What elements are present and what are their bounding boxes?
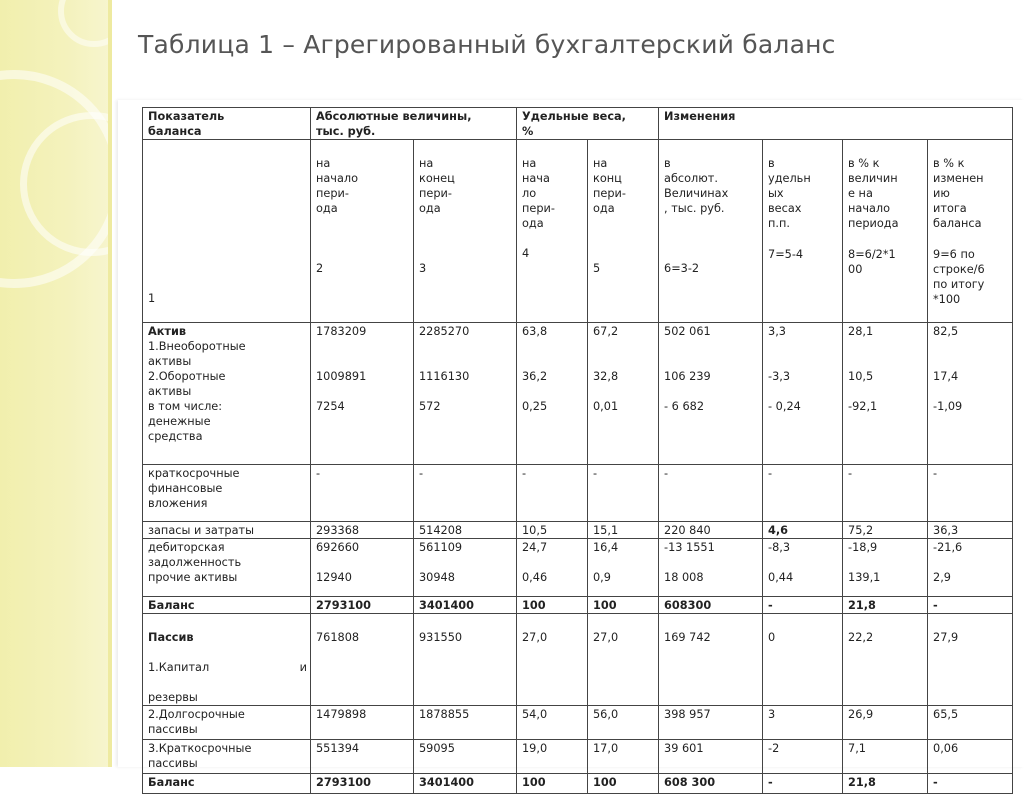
column-number: 6=3-2 — [664, 262, 700, 275]
cell-value: 21,8 — [843, 774, 928, 794]
row-label-text: резервы — [148, 691, 198, 704]
row-label-line — [148, 660, 307, 675]
cell-value: 26,9 — [843, 706, 928, 740]
cell-value: - — [928, 465, 1013, 522]
table-row-inventory — [143, 522, 1013, 539]
cell-value: - — [311, 465, 414, 522]
cell-value: - — [517, 465, 588, 522]
left-decorative-band — [0, 0, 112, 767]
cell-value: 21,8 — [843, 597, 928, 614]
cell-value: 0 — [763, 614, 843, 706]
cell-value: 75,2 — [843, 522, 928, 539]
cell-value: 761808 — [311, 614, 414, 706]
cell-value: 7,1 — [843, 740, 928, 774]
subheader-text: на начало пери- ода — [316, 157, 359, 215]
subheader-cell — [588, 140, 659, 323]
subheader-text: на конец пери- ода — [419, 157, 455, 215]
subheader-text — [148, 156, 307, 276]
cell-value: 4,6 — [763, 522, 843, 539]
subheader-cell — [763, 140, 843, 323]
cell-value: 502 061 106 239 - 6 682 — [659, 323, 763, 465]
slide-title: Таблица 1 – Агрегированный бухгалтерский баланс — [138, 30, 836, 59]
cell-value: 10,5 — [517, 522, 588, 539]
header-absolute: Абсолютные величины, тыс. руб. — [311, 108, 517, 140]
cell-value: 1783209 1009891 7254 — [311, 323, 414, 465]
row-label: 2.Долгосрочные пассивы — [143, 706, 311, 740]
cell-value: 3,3 -3,3 - 0,24 — [763, 323, 843, 465]
column-number: 3 — [419, 262, 427, 275]
subheader-text: в % к изменен ию итога баланса — [933, 157, 984, 230]
table-row-short-term-investments — [143, 465, 1013, 522]
table-image — [118, 100, 1024, 789]
cell-value: 27,0 — [588, 614, 659, 706]
column-number: 7=5-4 — [768, 248, 804, 261]
row-label: 3.Краткосрочные пассивы — [143, 740, 311, 774]
cell-value: 608300 — [659, 597, 763, 614]
header-indicator: Показатель баланса — [143, 108, 311, 140]
cell-value: 2793100 — [311, 597, 414, 614]
cell-value: 63,8 36,2 0,25 — [517, 323, 588, 465]
row-label: краткосрочные финансовые вложения — [143, 465, 311, 522]
cell-value: 65,5 — [928, 706, 1013, 740]
cell-value: 293368 — [311, 522, 414, 539]
cell-value: 17,0 — [588, 740, 659, 774]
cell-value: - — [763, 465, 843, 522]
cell-value: 514208 — [414, 522, 517, 539]
cell-value: 54,0 — [517, 706, 588, 740]
row-label-text: 1.Капитал — [148, 661, 210, 674]
column-number: 8=6/2*1 00 — [848, 248, 896, 276]
cell-value: 931550 — [414, 614, 517, 706]
cell-value: 39 601 — [659, 740, 763, 774]
cell-value: 3401400 — [414, 597, 517, 614]
column-number: 9=6 по строке/6 по итогу *100 — [933, 248, 985, 306]
cell-value: 2793100 — [311, 774, 414, 794]
cell-value: - — [659, 465, 763, 522]
column-number: 4 — [522, 247, 530, 260]
balance-table — [142, 107, 1013, 794]
cell-value: 1479898 — [311, 706, 414, 740]
header-weights: Удельные веса, % — [517, 108, 659, 140]
column-number: 1 — [148, 292, 156, 305]
band-edge — [108, 0, 112, 767]
row-label: запасы и затраты — [143, 522, 311, 539]
cell-value: 100 — [588, 774, 659, 794]
cell-value: 692660 12940 — [311, 539, 414, 597]
row-label — [143, 614, 311, 706]
subheader-cell — [517, 140, 588, 323]
cell-value: -18,9 139,1 — [843, 539, 928, 597]
cell-value: 608 300 — [659, 774, 763, 794]
cell-value: 3 — [763, 706, 843, 740]
row-label: Баланс — [143, 774, 311, 794]
cell-value: -8,3 0,44 — [763, 539, 843, 597]
cell-value: 1878855 — [414, 706, 517, 740]
cell-value: 19,0 — [517, 740, 588, 774]
header-changes: Изменения — [659, 108, 1013, 140]
cell-value: 561109 30948 — [414, 539, 517, 597]
table-row-receivables — [143, 539, 1013, 597]
cell-value: - — [763, 597, 843, 614]
column-number: 5 — [593, 262, 601, 275]
cell-value: 28,1 10,5 -92,1 — [843, 323, 928, 465]
cell-value: 100 — [517, 774, 588, 794]
cell-value: 398 957 — [659, 706, 763, 740]
row-label — [143, 323, 311, 465]
cell-value: 551394 — [311, 740, 414, 774]
subheader-text: в абсолют. Величинах , тыс. руб. — [664, 157, 729, 215]
subheader-cell — [414, 140, 517, 323]
row-label-text: и — [299, 661, 307, 674]
cell-value: 36,3 — [928, 522, 1013, 539]
subheader-cell — [143, 140, 311, 323]
cell-value: 56,0 — [588, 706, 659, 740]
cell-value: 67,2 32,8 0,01 — [588, 323, 659, 465]
cell-value: 15,1 — [588, 522, 659, 539]
subheader-text: на нача ло пери- ода — [522, 157, 555, 230]
subheader-cell — [928, 140, 1013, 323]
cell-value: 100 — [588, 597, 659, 614]
cell-value: 82,5 17,4 -1,09 — [928, 323, 1013, 465]
table-row-balance-assets — [143, 597, 1013, 614]
section-label-passive: Пассив — [148, 631, 194, 644]
column-number: 2 — [316, 262, 324, 275]
row-label: Баланс — [143, 597, 311, 614]
cell-value: -21,6 2,9 — [928, 539, 1013, 597]
cell-value: 169 742 — [659, 614, 763, 706]
cell-value: 24,7 0,46 — [517, 539, 588, 597]
subheader-text: в удельн ых весах п.п. — [768, 157, 811, 230]
cell-value: - — [414, 465, 517, 522]
subheader-row — [143, 140, 1013, 323]
cell-value: 3401400 — [414, 774, 517, 794]
cell-value: 16,4 0,9 — [588, 539, 659, 597]
cell-value: 220 840 — [659, 522, 763, 539]
row-label: дебиторская задолженность прочие активы — [143, 539, 311, 597]
subheader-cell — [659, 140, 763, 323]
cell-value: 27,9 — [928, 614, 1013, 706]
table-row-balance-liabilities — [143, 774, 1013, 794]
table-row-capital — [143, 614, 1013, 706]
cell-value: 22,2 — [843, 614, 928, 706]
subheader-cell — [843, 140, 928, 323]
cell-value: -13 1551 18 008 — [659, 539, 763, 597]
cell-value: - — [588, 465, 659, 522]
cell-value: - — [843, 465, 928, 522]
cell-value: 2285270 1116130 572 — [414, 323, 517, 465]
cell-value: -2 — [763, 740, 843, 774]
table-row-long-term-liabilities — [143, 706, 1013, 740]
table-row-short-term-liabilities — [143, 740, 1013, 774]
cell-value: - — [928, 774, 1013, 794]
cell-value: 100 — [517, 597, 588, 614]
subheader-text: на конц пери- ода — [593, 157, 626, 215]
row-label-text: 1.Внеоборотные активы 2.Оборотные активы в том числе: денежные средства — [148, 340, 246, 443]
cell-value: 0,06 — [928, 740, 1013, 774]
decorative-circle — [58, 0, 130, 47]
subheader-cell — [311, 140, 414, 323]
subheader-text: в % к величин е на начало периода — [848, 157, 899, 230]
table-row-actives — [143, 323, 1013, 465]
cell-value: 59095 — [414, 740, 517, 774]
header-row — [143, 108, 1013, 140]
cell-value: 27,0 — [517, 614, 588, 706]
cell-value: - — [928, 597, 1013, 614]
cell-value: - — [763, 774, 843, 794]
section-label-active: Актив — [148, 325, 187, 338]
